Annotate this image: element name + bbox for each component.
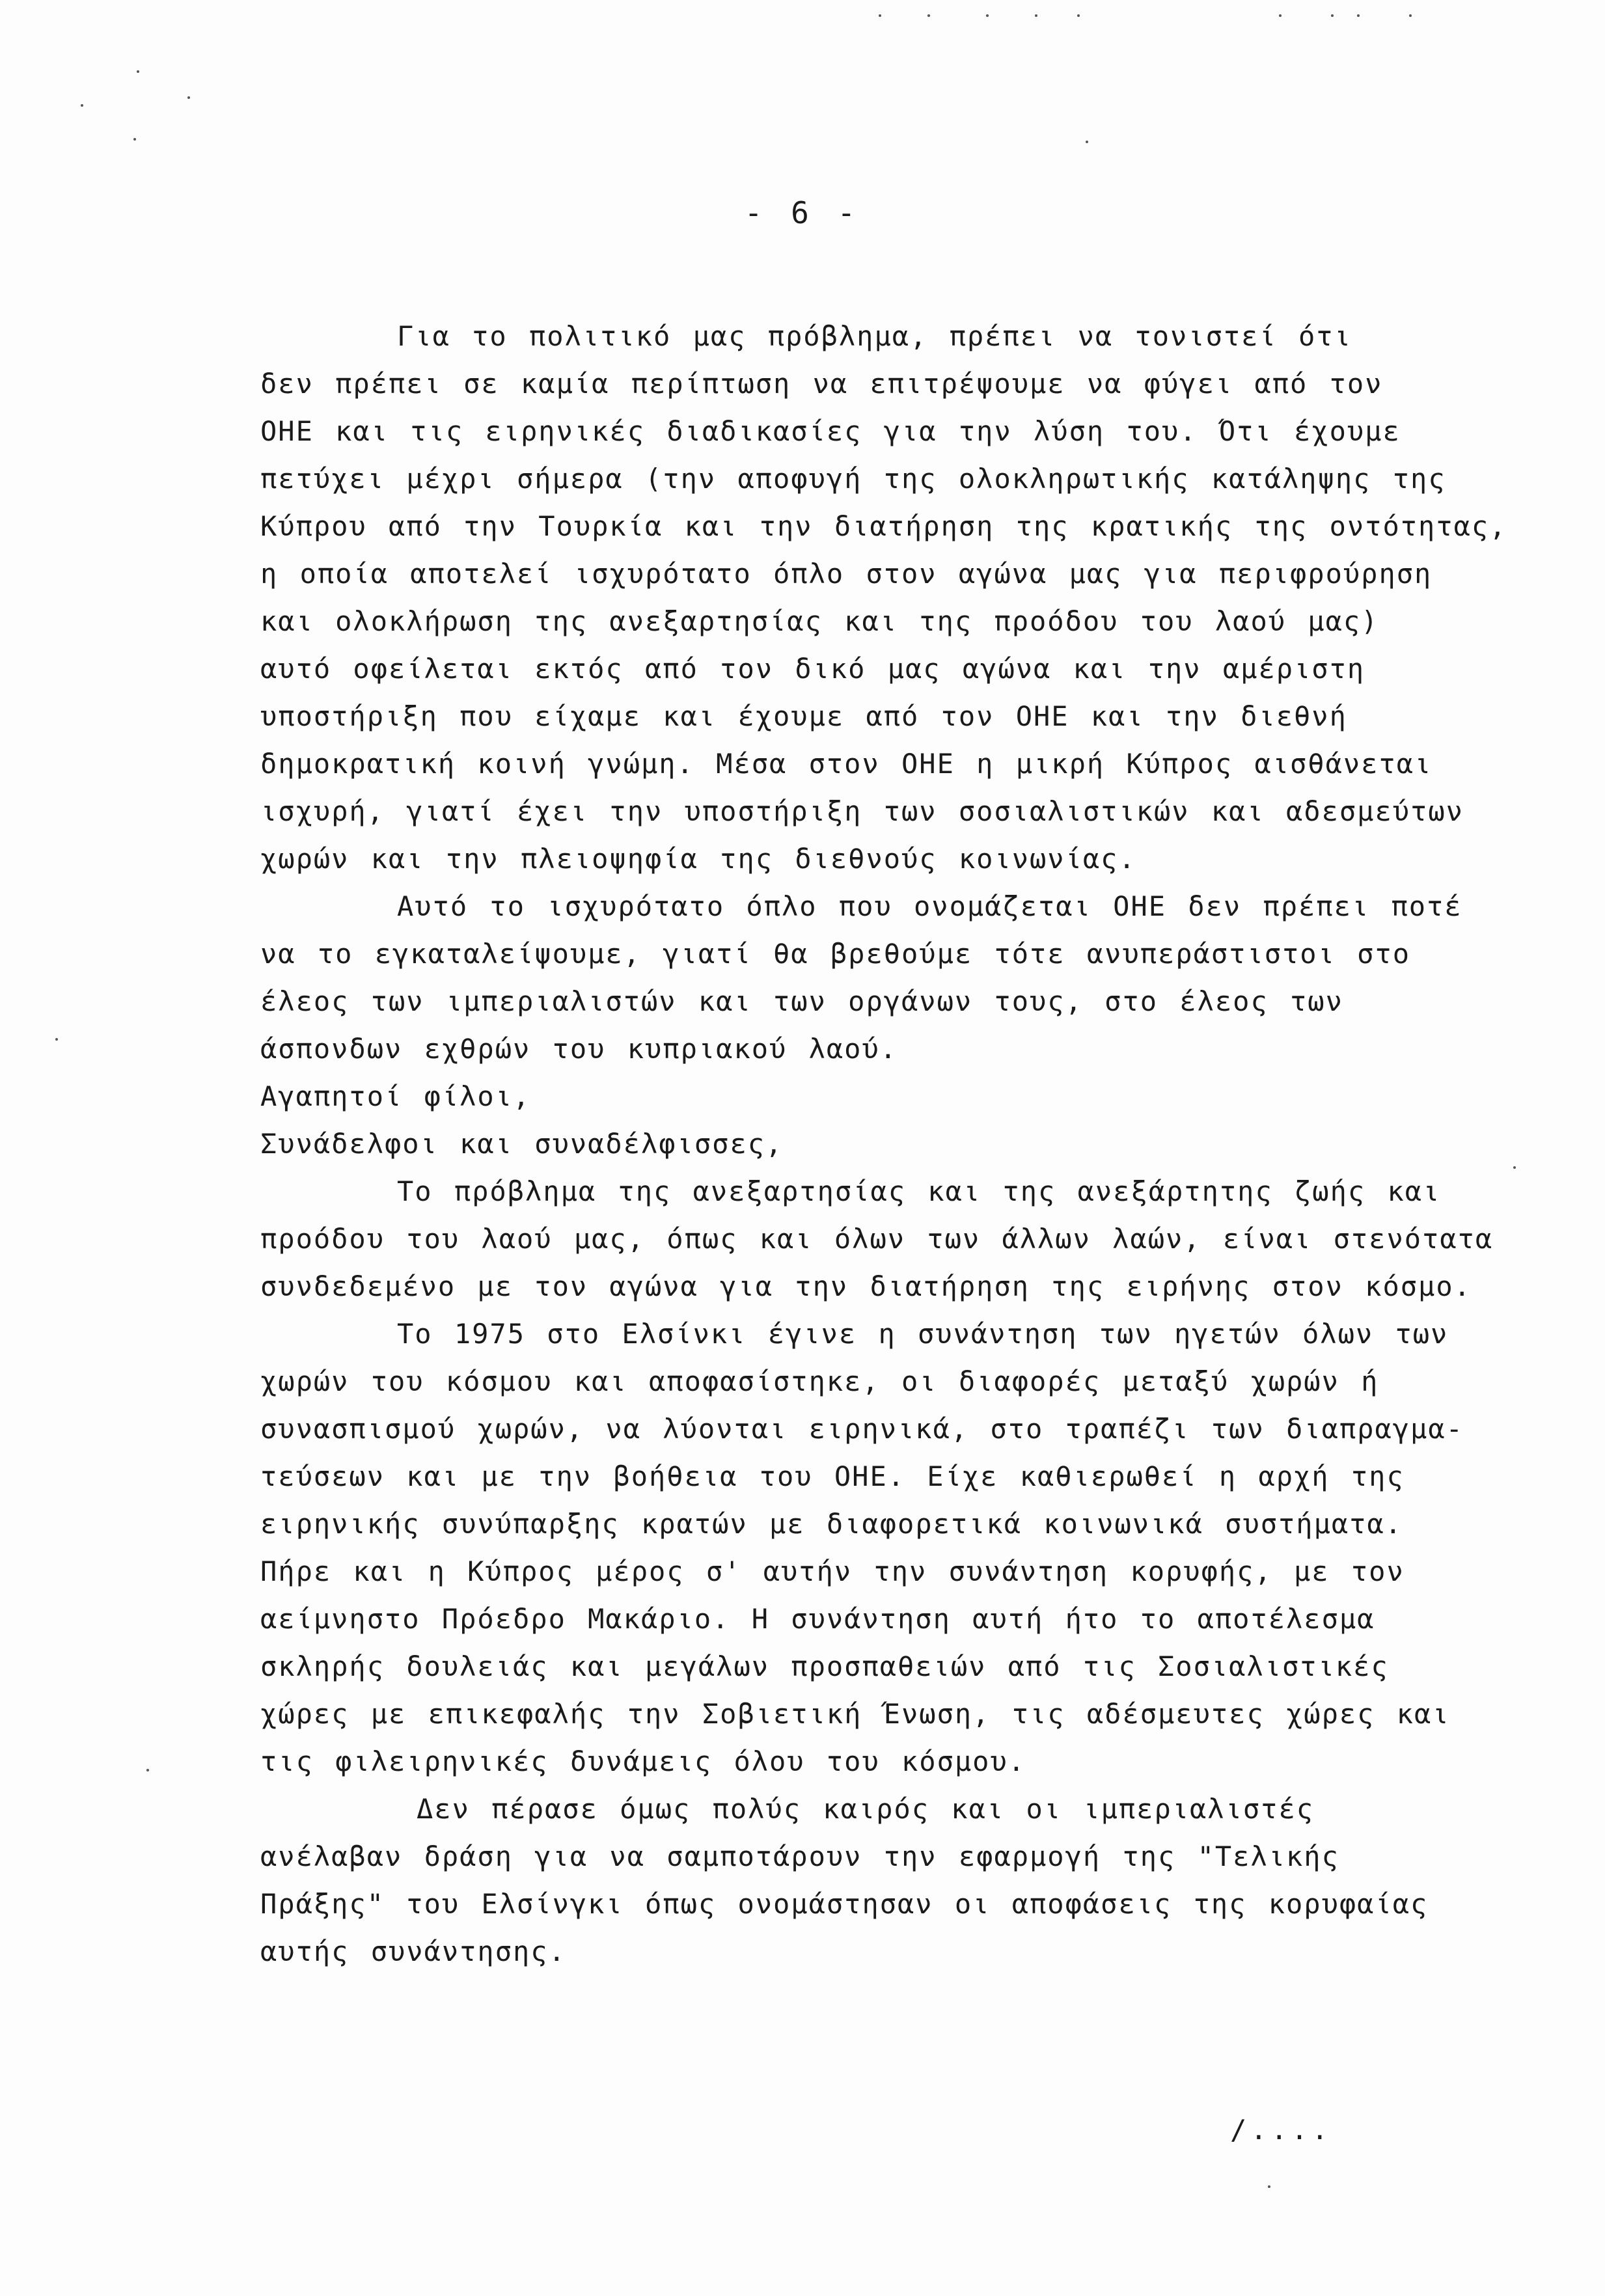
- text-line: Δεν πέρασε όμως πολύς καιρός και οι ιμπεριαλιστές: [417, 1793, 1315, 1825]
- scan-speck: [81, 104, 83, 107]
- text-line: δεν πρέπει σε καμία περίπτωση να επιτρέψουμε να φύγει από τον: [260, 368, 1383, 400]
- page-number: - 6 -: [744, 195, 861, 230]
- text-line: συνασπισμού χωρών, να λύονται ειρηνικά, στο τραπέζι των διαπραγμα-: [260, 1413, 1464, 1445]
- text-line: συνδεδεμένο με τον αγώνα για την διατήρηση της ειρήνης στον κόσμο.: [260, 1270, 1472, 1302]
- letter-body: [260, 312, 1575, 1975]
- text-line: η οποία αποτελεί ισχυρότατο όπλο στον αγώνα μας για περιφρούρηση: [260, 558, 1433, 590]
- text-line: τις φιλειρηνικές δυνάμεις όλου του κόσμου.: [260, 1745, 1026, 1777]
- text-line: έλεος των ιμπεριαλιστών και των οργάνων τους, στο έλεος των: [260, 985, 1343, 1017]
- scan-speck: [1035, 14, 1037, 17]
- continuation-mark: /....: [1230, 2114, 1332, 2146]
- text-line: χώρες με επικεφαλής την Σοβιετική Ένωση, τις αδέσμευτες χώρες και: [260, 1698, 1450, 1730]
- scan-speck: [879, 14, 881, 17]
- scan-speck: [133, 138, 136, 141]
- scan-speck: [1077, 14, 1080, 17]
- scan-speck: [1279, 14, 1282, 17]
- text-line: Το 1975 στο Ελσίνκι έγινε η συνάντηση των ηγετών όλων των: [397, 1318, 1449, 1350]
- scan-speck: [146, 1769, 149, 1771]
- text-line: Το πρόβλημα της ανεξαρτησίας και της ανεξάρτητης ζωής και: [397, 1175, 1441, 1207]
- text-line: χωρών και την πλειοψηφία της διεθνούς κοινωνίας.: [260, 843, 1136, 875]
- scan-speck: [1331, 14, 1334, 17]
- scan-speck: [187, 96, 190, 99]
- scan-speck: [1357, 14, 1360, 17]
- text-line: τεύσεων και με την βοήθεια του ΟΗΕ. Είχε καθιερωθεί η αρχή της: [260, 1460, 1405, 1492]
- text-line: Κύπρου από την Τουρκία και την διατήρηση της κρατικής της οντότητας,: [260, 510, 1507, 542]
- text-line: προόδου του λαού μας, όπως και όλων των άλλων λαών, είναι στενότατα: [260, 1223, 1494, 1255]
- scan-speck: [927, 14, 930, 17]
- text-line: αυτής συνάντησης.: [260, 1935, 566, 1967]
- text-line: Πήρε και η Κύπρος μέρος σ' αυτήν την συνάντηση κορυφής, με τον: [260, 1555, 1405, 1587]
- text-line: δημοκρατική κοινή γνώμη. Μέσα στον ΟΗΕ η μικρή Κύπρος αισθάνεται: [260, 748, 1433, 780]
- salutation-line: Αγαπητοί φίλοι,: [260, 1080, 531, 1112]
- text-line: Για το πολιτικό μας πρόβλημα, πρέπει να τονιστεί ότι: [397, 320, 1352, 352]
- text-line: ανέλαβαν δράση για να σαμποτάρουν την εφαρμογή της "Τελικής: [260, 1840, 1339, 1872]
- text-line: σκληρής δουλειάς και μεγάλων προσπαθειών από τις Σοσιαλιστικές: [260, 1650, 1389, 1682]
- text-line: πετύχει μέχρι σήμερα (την αποφυγή της ολοκληρωτικής κατάληψης της: [260, 463, 1446, 495]
- text-line: ισχυρή, γιατί έχει την υποστήριξη των σοσιαλιστικών και αδεσμεύτων: [260, 795, 1464, 827]
- scan-speck: [986, 14, 989, 17]
- text-line: Αυτό το ισχυρότατο όπλο που ονομάζεται ΟΗΕ δεν πρέπει ποτέ: [397, 890, 1462, 922]
- text-line: ΟΗΕ και τις ειρηνικές διαδικασίες για την λύση του. Ότι έχουμε: [260, 415, 1401, 447]
- text-line: χωρών του κόσμου και αποφασίστηκε, οι διαφορές μεταξύ χωρών ή: [260, 1365, 1379, 1397]
- scan-speck: [55, 1038, 58, 1041]
- text-line: και ολοκλήρωση της ανεξαρτησίας και της προόδου του λαού μας): [260, 605, 1379, 637]
- text-line: αυτό οφείλεται εκτός από τον δικό μας αγώνα και την αμέριστη: [260, 653, 1365, 685]
- scan-speck: [1086, 141, 1088, 143]
- text-line: άσπονδων εχθρών του κυπριακού λαού.: [260, 1033, 898, 1065]
- text-line: ειρηνικής συνύπαρξης κρατών με διαφορετικά κοινωνικά συστήματα.: [260, 1508, 1403, 1540]
- text-line: υποστήριξη που είχαμε και έχουμε από τον ΟΗΕ και την διεθνή: [260, 700, 1347, 732]
- scan-speck: [1268, 2185, 1270, 2188]
- text-line: να το εγκαταλείψουμε, γιατί θα βρεθούμε τότε ανυπεράστιστοι στο: [260, 938, 1411, 970]
- salutation-line: Συνάδελφοι και συναδέλφισσες,: [260, 1128, 784, 1160]
- text-line: αείμνηστο Πρόεδρο Μακάριο. Η συνάντηση αυτή ήτο το αποτέλεσμα: [260, 1603, 1375, 1635]
- scan-speck: [137, 70, 139, 73]
- text-line: Πράξης" του Ελσίνγκι όπως ονομάστησαν οι αποφάσεις της κορυφαίας: [260, 1888, 1429, 1920]
- scan-speck: [1409, 14, 1412, 17]
